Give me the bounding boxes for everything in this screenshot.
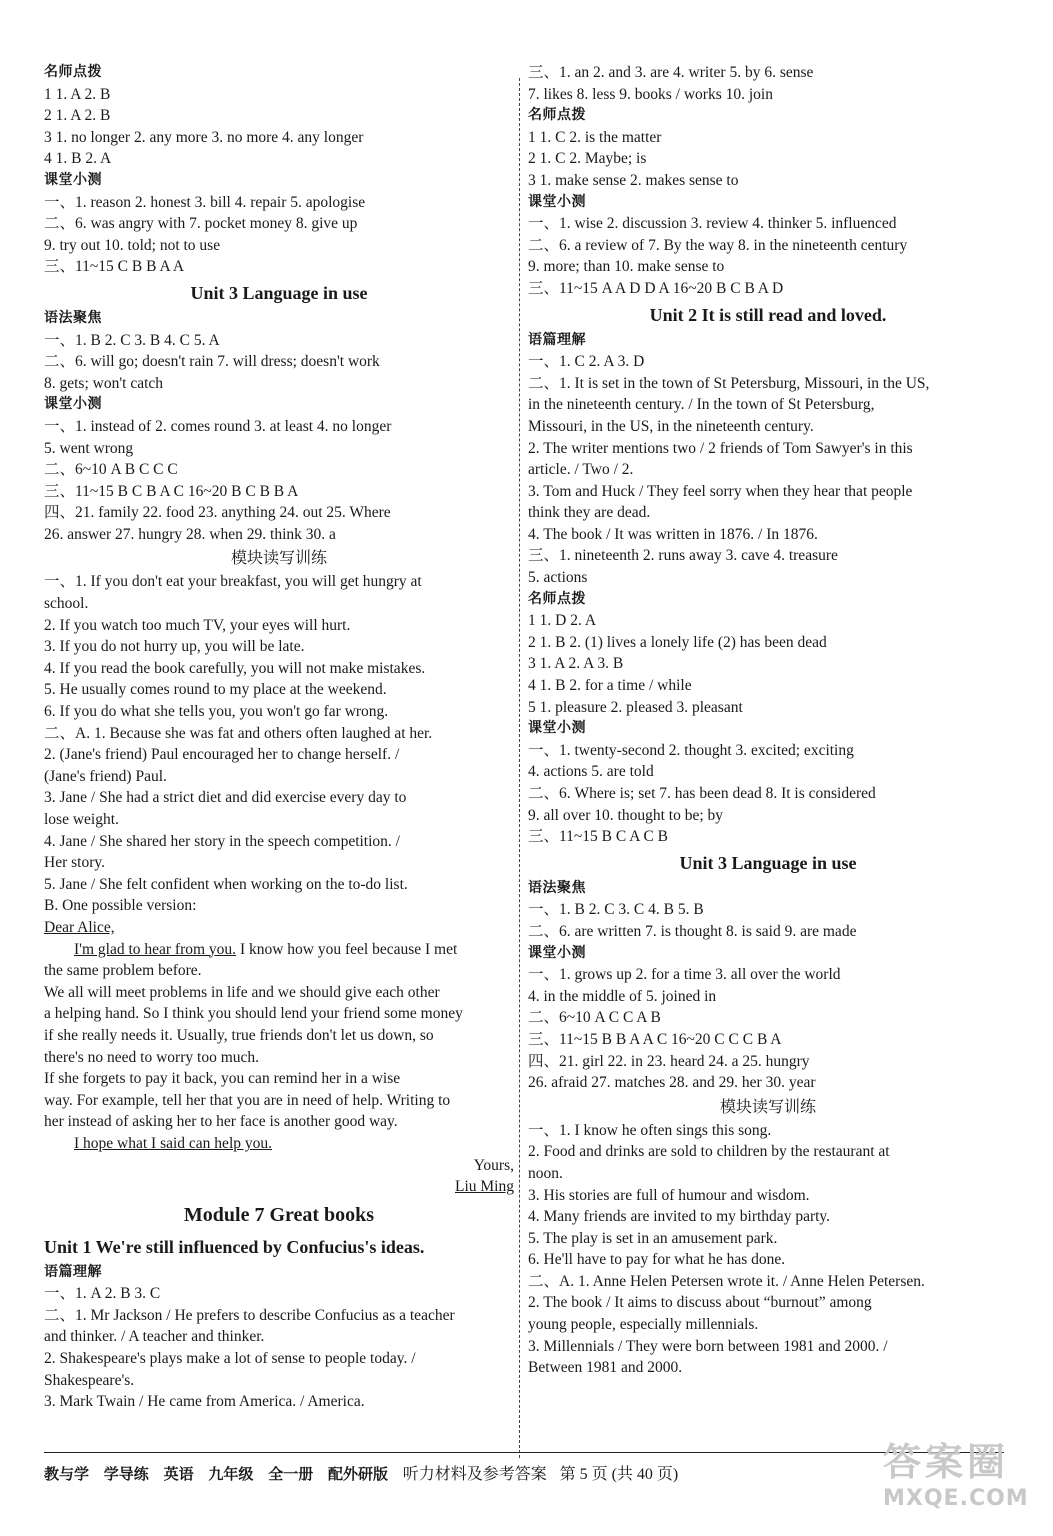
watermark-url: MXQE.COM <box>883 1486 1029 1511</box>
letter-signoff: Yours, <box>473 1156 514 1174</box>
answer-line: 5. went wrong <box>44 439 134 457</box>
section-heading: 语法聚焦 <box>44 309 102 326</box>
footer-edition: 配外研版 <box>327 1465 388 1483</box>
answer-line: in the nineteenth century. / In the town of St Petersburg, <box>528 396 875 414</box>
answer-line: 5. Jane / She felt confident when working on the to-do list. <box>44 875 408 893</box>
answer-line: 二、6~10 A B C C C <box>44 461 178 479</box>
answer-line: 4. If you read the book carefully, you will not make mistakes. <box>44 659 426 677</box>
section-heading: 语篇理解 <box>44 1263 102 1280</box>
answer-line: 二、6. will go; doesn't rain 7. will dress; doesn't work <box>44 353 380 371</box>
unit-title: Unit 2 It is still read and loved. <box>649 304 887 325</box>
answer-line: 三、11~15 B C B A C 16~20 B C B B A <box>44 482 299 500</box>
answer-line: 2. The book / It aims to discuss about “burnout” among <box>528 1294 872 1312</box>
answer-line: 三、1. nineteenth 2. runs away 3. cave 4. treasure <box>528 547 838 565</box>
answer-line: 三、11~15 A A D D A 16~20 B C B A D <box>528 279 784 297</box>
answer-line: Her story. <box>44 854 105 872</box>
letter-greeting <box>44 917 514 939</box>
answer-line: the same problem before. <box>44 962 202 980</box>
column-divider <box>519 78 520 1458</box>
answer-line: article. / Two / 2. <box>528 461 634 479</box>
section-heading: 语法聚焦 <box>528 879 586 896</box>
answer-line: 一、1. reason 2. honest 3. bill 4. repair 5. apologise <box>44 193 366 211</box>
answer-line: 3. Tom and Huck / They feel sorry when they hear that people <box>528 482 913 500</box>
answer-line: 3 1. make sense 2. makes sense to <box>528 171 739 189</box>
unit-title: Unit 3 Language in use <box>679 852 857 873</box>
answer-line: there's no need to worry too much. <box>44 1048 260 1066</box>
answer-line: 6. He'll have to pay for what he has done. <box>528 1251 786 1269</box>
answer-line: way. For example, tell her that you are in need of help. Writing to <box>44 1091 451 1109</box>
answer-line: 1 1. D 2. A <box>528 612 597 630</box>
page-footer <box>44 1452 1004 1484</box>
section-heading: 语篇理解 <box>528 331 586 348</box>
answer-line: 4. Many friends are invited to my birthday party. <box>528 1208 831 1226</box>
answer-line: 3 1. no longer 2. any more 3. no more 4. any longer <box>44 128 364 146</box>
answer-line: 4. Jane / She shared her story in the speech competition. / <box>44 832 400 850</box>
letter-signature-text: Liu Ming <box>455 1178 514 1196</box>
answer-line: 二、1. It is set in the town of St Petersburg, Missouri, in the US, <box>528 374 930 392</box>
answer-line: B. One possible version: <box>44 897 197 915</box>
answer-line: 2 1. B 2. (1) lives a lonely life (2) has been dead <box>528 633 827 651</box>
answer-line: 3. If you do not hurry up, you will be late. <box>44 638 305 656</box>
section-heading: 名师点拨 <box>528 107 586 124</box>
letter-closing-sentence <box>44 1133 514 1155</box>
answer-line: 4. The book / It was written in 1876. / In 1876. <box>528 525 818 543</box>
answer-line: 3. His stories are full of humour and wisdom. <box>528 1186 810 1204</box>
answer-line: 5. The play is set in an amusement park. <box>528 1229 778 1247</box>
answer-line: Between 1981 and 2000. <box>528 1359 683 1377</box>
answer-line: (Jane's friend) Paul. <box>44 767 167 785</box>
answer-line: think they are dead. <box>528 504 651 522</box>
letter-closing-text: I hope what I said can help you. <box>74 1134 272 1152</box>
answer-line: Shakespeare's. <box>44 1371 135 1389</box>
answer-line: 2 1. C 2. Maybe; is <box>528 150 647 168</box>
practice-section-title: 模块读写训练 <box>230 548 327 568</box>
answer-line: young people, especially millennials. <box>528 1316 759 1334</box>
answer-line: 2. If you watch too much TV, your eyes will hurt. <box>44 616 351 634</box>
section-heading: 课堂小测 <box>528 720 586 737</box>
answer-line: 二、1. Mr Jackson / He prefers to describe Confucius as a teacher <box>44 1306 455 1324</box>
answer-line: We all will meet problems in life and we should give each other <box>44 983 440 1001</box>
answer-line: 一、1. A 2. B 3. C <box>44 1285 161 1303</box>
module-title: Module 7 Great books <box>183 1203 375 1226</box>
answer-line: if she really needs it. Usually, true friends don't let us down, so <box>44 1026 434 1044</box>
answer-line: 四、21. family 22. food 23. anything 24. out 25. Where <box>44 504 391 522</box>
answer-line: 4. in the middle of 5. joined in <box>528 987 717 1005</box>
answer-line: 2 1. A 2. B <box>44 107 111 125</box>
footer-series: 学导练 <box>103 1465 149 1483</box>
answer-line: 26. afraid 27. matches 28. and 29. her 30. year <box>528 1074 816 1092</box>
practice-section-title: 模块读写训练 <box>719 1096 816 1116</box>
answer-line: 三、11~15 C B B A A <box>44 258 185 276</box>
answer-line: 8. gets; won't catch <box>44 374 164 392</box>
answer-line: 9. more; than 10. make sense to <box>528 258 725 276</box>
footer-subject: 英语 <box>163 1465 194 1483</box>
footer-volume: 全一册 <box>268 1465 314 1483</box>
answer-line: a helping hand. So I think you should lend your friend some money <box>44 1005 463 1023</box>
answer-line: Missouri, in the US, in the nineteenth century. <box>528 417 814 435</box>
unit-title: Unit 1 We're still influenced by Confucius's ideas. <box>44 1236 425 1257</box>
answer-line: 一、1. B 2. C 3. B 4. C 5. A <box>44 331 220 349</box>
answer-line: her instead of asking her to her face is another good way. <box>44 1113 398 1131</box>
answer-line: 一、1. C 2. A 3. D <box>528 353 645 371</box>
answer-line: 5. He usually comes round to my place at the weekend. <box>44 681 387 699</box>
letter-opening-rest: I know how you feel because I met <box>236 940 458 958</box>
section-heading: 课堂小测 <box>528 193 586 210</box>
answer-line: If she forgets to pay it back, you can remind her in a wise <box>44 1070 401 1088</box>
section-heading: 名师点拨 <box>44 64 102 80</box>
answer-line: school. <box>44 595 89 613</box>
answer-line: 6. If you do what she tells you, you won't go far wrong. <box>44 703 389 721</box>
section-heading: 课堂小测 <box>528 944 586 961</box>
answer-line: 四、21. girl 22. in 23. heard 24. a 25. hungry <box>528 1052 810 1070</box>
footer-grade: 九年级 <box>208 1465 254 1483</box>
footer-brand: 教与学 <box>44 1465 90 1483</box>
answer-line: 4 1. B 2. for a time / while <box>528 677 692 695</box>
letter-opening-underlined: I'm glad to hear from you. <box>74 940 237 958</box>
answer-line: 一、1. instead of 2. comes round 3. at least 4. no longer <box>44 417 392 435</box>
answer-line: 3. Jane / She had a strict diet and did exercise every day to <box>44 789 407 807</box>
answer-line: 二、A. 1. Because she was fat and others often laughed at her. <box>44 724 433 742</box>
letter-greeting-text: Dear Alice, <box>44 918 115 936</box>
answer-line: 二、6. was angry with 7. pocket money 8. give up <box>44 215 358 233</box>
answer-line: lose weight. <box>44 811 119 828</box>
section-heading: 课堂小测 <box>44 171 102 188</box>
answer-line: 2. (Jane's friend) Paul encouraged her to change herself. / <box>44 746 400 764</box>
answer-line: 一、1. twenty-second 2. thought 3. excited; exciting <box>528 741 854 759</box>
answer-line: 一、1. If you don't eat your breakfast, you will get hungry at <box>44 573 422 591</box>
answer-line: 1 1. A 2. B <box>44 85 111 103</box>
answer-line: 5. actions <box>528 569 588 587</box>
answer-line: 26. answer 27. hungry 28. when 29. think 30. a <box>44 525 336 543</box>
answer-line: 三、11~15 B C A C B <box>528 828 669 846</box>
answer-line: 5 1. pleasure 2. pleased 3. pleasant <box>528 698 743 716</box>
watermark-logo <box>883 1438 1043 1528</box>
answer-line: 2. Food and drinks are sold to children by the restaurant at <box>528 1143 890 1161</box>
answer-line: 4. actions 5. are told <box>528 763 654 781</box>
answer-line: and thinker. / A teacher and thinker. <box>44 1328 265 1346</box>
watermark-title: 答案圈 <box>883 1440 1010 1484</box>
answer-line: noon. <box>528 1164 563 1182</box>
right-column <box>528 62 1008 1379</box>
answer-line: 一、1. grows up 2. for a time 3. all over the world <box>528 966 841 984</box>
answer-line: 2. Shakespeare's plays make a lot of sense to people today. / <box>44 1350 416 1368</box>
answer-line: 三、11~15 B B A A C 16~20 C C C B A <box>528 1030 782 1048</box>
answer-line: 一、1. B 2. C 3. C 4. B 5. B <box>528 901 704 919</box>
answer-line: 一、1. wise 2. discussion 3. review 4. thinker 5. influenced <box>528 215 897 233</box>
unit-title: Unit 3 Language in use <box>190 282 368 303</box>
footer-page-number: 第 5 页 (共 40 页) <box>559 1466 679 1483</box>
answer-line: 二、6. Where is; set 7. has been dead 8. It is considered <box>528 785 876 802</box>
answer-line: 二、A. 1. Anne Helen Petersen wrote it. / Anne Helen Petersen. <box>528 1272 925 1290</box>
answer-line: 3 1. A 2. A 3. B <box>528 655 624 673</box>
left-column <box>44 62 514 1413</box>
answer-line: 3. Millennials / They were born between 1981 and 2000. / <box>528 1337 888 1355</box>
answer-line: 二、6. are written 7. is thought 8. is said 9. are made <box>528 922 857 940</box>
answer-line: 二、6~10 A C C A B <box>528 1009 661 1027</box>
answer-line: 9. try out 10. told; not to use <box>44 236 221 254</box>
letter-opening-line <box>44 939 514 961</box>
answer-line: 4 1. B 2. A <box>44 150 112 168</box>
letter-signature <box>44 1176 514 1198</box>
answer-line: 二、6. a review of 7. By the way 8. in the nineteenth century <box>528 236 908 254</box>
answer-line: 7. likes 8. less 9. books / works 10. join <box>528 85 773 103</box>
answer-line: 3. Mark Twain / He came from America. / America. <box>44 1393 365 1411</box>
answer-line: 一、1. I know he often sings this song. <box>528 1121 772 1139</box>
section-heading: 课堂小测 <box>44 396 102 413</box>
answer-line: 9. all over 10. thought to be; by <box>528 806 724 824</box>
answer-line: 2. The writer mentions two / 2 friends of Tom Sawyer's in this <box>528 439 913 457</box>
section-heading: 名师点拨 <box>528 590 586 607</box>
answer-line: 三、1. an 2. and 3. are 4. writer 5. by 6. sense <box>528 64 814 81</box>
footer-description: 听力材料及参考答案 <box>402 1466 547 1483</box>
answer-line: 1 1. C 2. is the matter <box>528 128 662 146</box>
